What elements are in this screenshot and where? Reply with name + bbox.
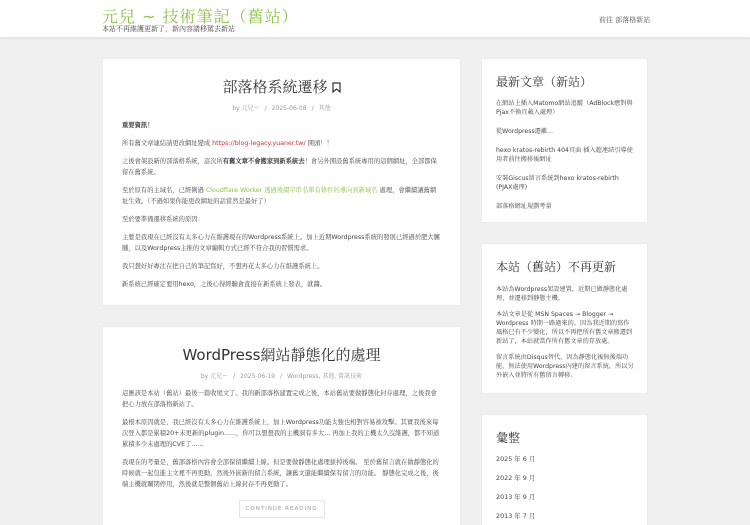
paragraph: 我只想好好專注在把自己的筆記寫好，不想再花太多心力在維護系統上。 — [122, 263, 324, 270]
post-title-link[interactable]: WordPress網站靜態化的處理 — [182, 346, 381, 364]
notice-heading: 重要資訊！ — [122, 122, 154, 129]
widget-title: 本站（舊站）不再更新 — [496, 260, 617, 274]
paragraph: 我現在的考量是，舊部落格內容會全部保留繼續上線。但是要做靜態化處理拔掉後端。 至於舊留言就在做靜態化的時候就一起包進主文裡不再更動，然後外嵌新的留言系統，讓舊文還能繼續保有留言的功能。 靜態化完成之後，後端主機就關閉停用，然後就是整個舊站上線封存不再更動了。 — [122, 459, 439, 488]
widget-title: 彙整 — [496, 431, 521, 445]
archive-link[interactable]: 2013 年 7 月 — [496, 512, 536, 520]
recent-post-link[interactable]: 在網站上插入Matomo網站追蹤（AdBlock應對與 Pjax不換頁載入處理） — [496, 100, 633, 116]
post-excerpt — [103, 388, 460, 490]
list-item — [496, 174, 635, 192]
post-excerpt — [103, 120, 460, 290]
notice-text — [482, 285, 647, 380]
legacy-url-link[interactable]: https://blog-legacy.yuaner.tw/ — [212, 140, 306, 147]
recent-posts-widget — [481, 58, 648, 223]
paragraph: 這應該是本站（舊站）最後一篇收尾文了。我的新部落格建置完成之後，本站舊站要做靜態化封存處理，之後我會把心力放在部落格新站了。 — [122, 390, 437, 408]
list-item — [496, 474, 647, 493]
post-title — [103, 344, 460, 365]
archive-list — [482, 455, 647, 525]
post-date[interactable]: 2025-06-19 — [240, 373, 275, 380]
post-category[interactable]: Wordpress, 其他, 資訊技術 — [287, 373, 363, 380]
paragraph: 本站為Wordpress架設建置，近期已做靜態化處理，並遷移到靜態主機。 — [496, 286, 628, 302]
recent-post-link[interactable]: 安裝Giscus留言系統到hexo kratos-rebirth (PJAX處理) — [496, 175, 619, 191]
paragraph: 留言系統由Disqus替代，因為靜態化後無後端功能，無法使用Wordpress內建的留言系統，所以另外嵌入並將所有舊留言轉移。 — [496, 354, 634, 379]
list-item — [496, 127, 635, 136]
recent-posts-list — [482, 99, 647, 211]
post-date[interactable]: 2025-06-08 — [271, 105, 307, 112]
post-author[interactable]: by 元兒～ — [232, 105, 260, 112]
paragraph: 至於要準備遷移系統的原因： — [122, 216, 204, 223]
site-description: 本站不再維護更新了，新內容請移駕去新站 — [102, 25, 235, 33]
post-card — [102, 326, 461, 525]
list-item — [496, 455, 647, 474]
widget-title: 最新文章（新站） — [496, 75, 593, 89]
list-item — [496, 512, 647, 525]
notice-widget — [481, 243, 648, 394]
post-meta: by 元兒～ / 2025-06-08 / 其他 — [232, 105, 331, 112]
archive-link[interactable]: 2022 年 9 月 — [496, 474, 536, 482]
post-category[interactable]: 其他 — [318, 105, 331, 112]
paragraph: 本站文章是從 MSN Spaces → Blogger → Wordpress 時期一路過來的。因為我近期的寫作風格已有不少變化，所以不再把所有舊文章搬遷到新站了，本站就當作所有舊文章的存放處。 — [496, 311, 633, 345]
paragraph: 新系統已經確定要用hexo，之後心得經驗會直接在新系統上發表，就醬。 — [122, 281, 327, 288]
list-item — [496, 202, 635, 211]
list-item — [496, 99, 635, 117]
recent-post-link[interactable]: hexo kratos-rebirth 404頁面 插入超連結引導使用者前往搬移後網址 — [496, 147, 633, 163]
post-meta: by 元兒～ / 2025-06-19 / Wordpress, 其他, 資訊技術 — [200, 373, 363, 380]
archive-widget — [481, 414, 648, 525]
archive-link[interactable]: 2025 年 6 月 — [496, 455, 536, 463]
list-item — [496, 493, 647, 512]
paragraph: 最根本原因就是，我已經沒有太多心力在維護系統上，加上Wordpress功能太強也相對容易被攻擊。其實我後來每次登入都是累積20+未更新的plugin......，你可以想想我的主機洞有多大... 再加上我的主機太久沒維護，都不知道累積多少未處理的CVE了...... — [122, 419, 440, 448]
bookmark-icon — [332, 79, 341, 90]
post-author[interactable]: by 元兒～ — [200, 373, 229, 380]
notice-url-text: 所有舊文章連結請更改網址變成 https://blog-legacy.yuaner.tw/ 開頭！！ — [122, 140, 333, 147]
recent-post-link[interactable]: 部落格網址規劃考量 — [496, 203, 552, 210]
paragraph: 至於原有的主域名，已經俐過 Cloudflare Worker 透過後綴字串名單有條件的導向到新域名 處理，會繼續讓舊網址生效。（不過如果你能更改網址的話當然是最好了） — [122, 187, 437, 205]
site-header — [0, 0, 750, 38]
recent-post-link[interactable]: 從Wordpress遷離... — [496, 128, 553, 135]
continue-reading-button[interactable]: CONTINUE READING — [239, 500, 325, 518]
cloudflare-worker-link[interactable]: Cloudflare Worker 透過後綴字串名單有條件的導向到新域名 — [205, 187, 378, 194]
paragraph: 之後會架設新的部落格系統，這次所有舊文章不會搬家到新系統去！會另外開設舊系統專用的這個網址，全部都保留在舊系統。 — [122, 158, 437, 176]
paragraph: 主要是我現在已經沒有太多心力在維護現在的Wordpress系統上。加上近期Wordpress系統的發展已經過於肥大臃腫，以及Wordpress主推的文章編輯方式已經不符合我的習慣需求。 — [122, 234, 441, 252]
post-title — [103, 76, 460, 97]
site-title[interactable]: 元兒 ~ 技術筆記（舊站） — [102, 7, 299, 26]
post-title-link[interactable]: 部落格系統遷移 — [222, 78, 328, 96]
list-item — [496, 146, 635, 164]
post-card — [102, 58, 461, 306]
archive-link[interactable]: 2013 年 9 月 — [496, 493, 536, 501]
nav-link-new-site[interactable]: 前往 部落格新站 — [599, 16, 651, 24]
